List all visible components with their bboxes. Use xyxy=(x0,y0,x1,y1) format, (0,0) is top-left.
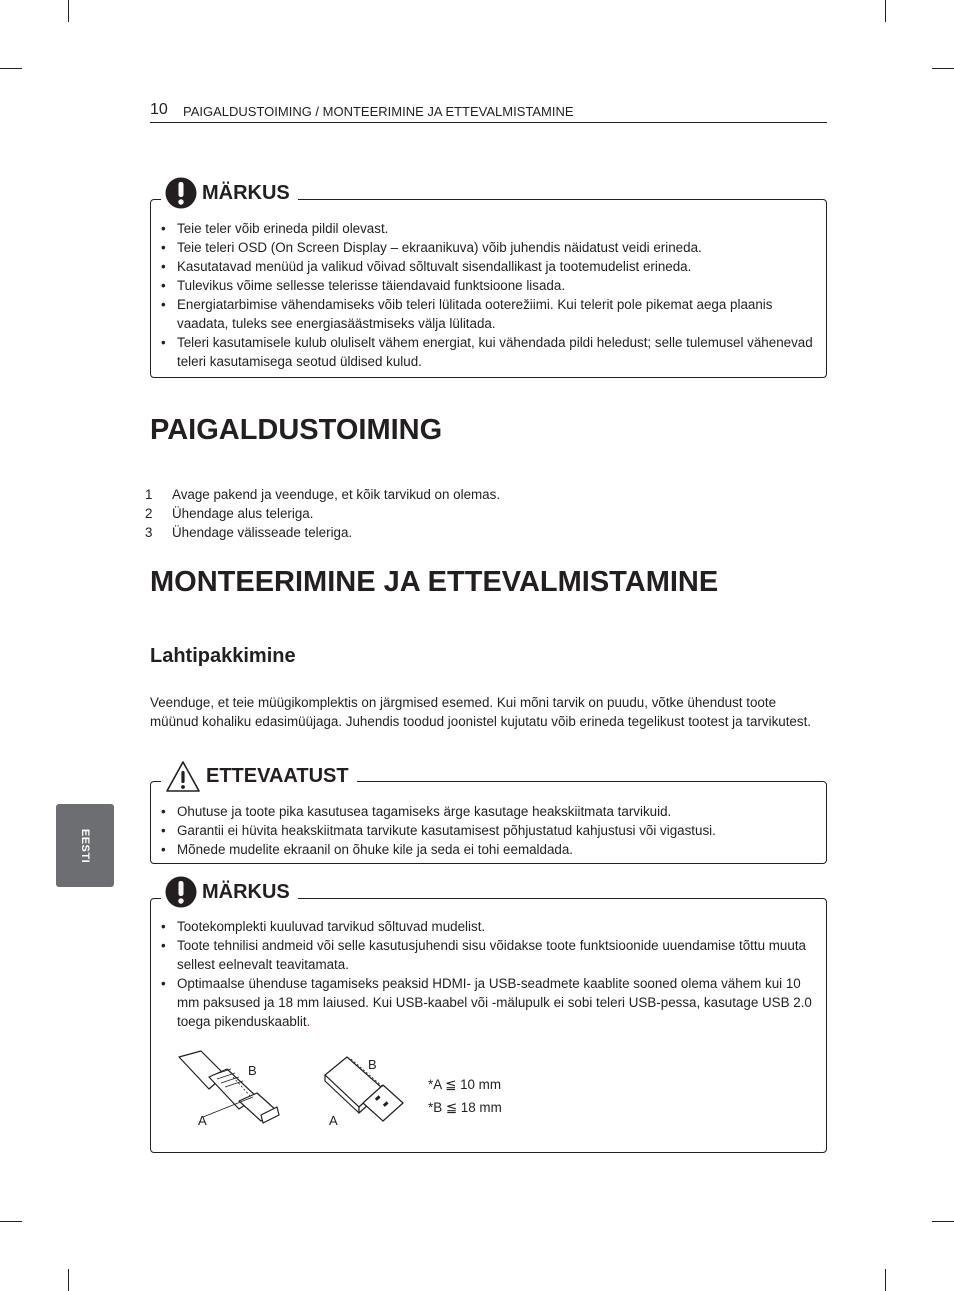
dimension-label-a: A xyxy=(329,1113,338,1128)
list-item: • Energiatarbimise vähendamiseks võib teleri lülitada ooterežiimi. Kui telerit pole pikemat aega plaanis vaadata, tuleks see energiasäästmiseks välja lülitada. xyxy=(161,295,816,333)
crop-mark xyxy=(885,1269,886,1291)
crop-mark xyxy=(0,1221,22,1222)
list-item: • Toote tehnilisi andmeid või selle kasutusjuhendi sisu võidakse toote funktsioonide uuendamise tõttu muuta sellest eelnevalt teavitamata. xyxy=(161,936,816,974)
language-tab xyxy=(56,804,114,887)
red-period: . xyxy=(306,1014,311,1029)
crop-mark xyxy=(68,0,69,22)
step-number: 2 xyxy=(145,506,153,521)
crop-mark xyxy=(932,68,954,69)
crop-mark xyxy=(68,1269,69,1291)
note-list xyxy=(161,219,816,371)
list-item: • Teie teleri OSD (On Screen Display – ekraanikuva) võib juhendis näidatust veidi erineda. xyxy=(161,238,816,257)
list-item xyxy=(145,523,500,542)
caution-label: ETTEVAATUST xyxy=(206,764,349,787)
page-header xyxy=(150,101,827,123)
caution-box-header xyxy=(161,758,357,794)
note-label: MÄRKUS xyxy=(202,181,290,204)
dimension-label-b: B xyxy=(368,1057,377,1072)
section-title: PAIGALDUSTOIMING xyxy=(150,414,443,446)
list-item: • Teie teler võib erineda pildil olevast. xyxy=(161,219,816,238)
list-item: • Tootekomplekti kuuluvad tarvikud sõltuvad mudelist. xyxy=(161,917,816,936)
list-item: • Mõnede mudelite ekraanil on õhuke kile ja seda ei tohi eemaldada. xyxy=(161,840,816,859)
list-item-text: Optimaalse ühenduse tagamiseks peaksid HDMI- ja USB-seadmete kaablite sooned olema vähem kui 10 mm paksused ja 18 mm laiused. Kui USB-kaabel või -mälupulk ei sobi teleri USB-pessa, kasutage USB 2.0 toega pikenduskaablit xyxy=(177,976,812,1029)
page-number: 10 xyxy=(150,101,168,118)
crop-mark xyxy=(932,1221,954,1222)
section-title: MONTEERIMINE JA ETTEVALMISTAMINE xyxy=(150,566,719,598)
language-tab-label: EESTI xyxy=(79,828,91,864)
list-item: • Ohutuse ja toote pika kasutusea tagamiseks ärge kasutage heakskiitmata tarvikuid. xyxy=(161,802,816,821)
intro-paragraph: Veenduge, et teie müügikomplektis on järgmised esemed. Kui mõni tarvik on puudu, võtke ühendust toote müünud kohaliku edasimüüjaga. Juhendis toodud joonistel kujutatu võib erineda tegelikust tootest ja tarvikutest. xyxy=(150,695,812,729)
list-item: • Kasutatavad menüüd ja valikud võivad sõltuvalt sisendallikast ja tootemudelist erineda. xyxy=(161,257,816,276)
list-item: • Tulevikus võime sellesse telerisse täiendavaid funktsioone lisada. xyxy=(161,276,816,295)
hdmi-plug-icon xyxy=(173,1049,285,1131)
crop-mark xyxy=(0,68,22,69)
dimension-specs xyxy=(428,1073,502,1119)
note-label: MÄRKUS xyxy=(202,880,290,903)
caution-list xyxy=(161,802,816,859)
dimension-a: *A ≦ 10 mm xyxy=(428,1077,501,1092)
exclamation-circle-icon xyxy=(165,876,197,908)
crop-mark xyxy=(885,0,886,22)
dimension-label-a: A xyxy=(198,1113,207,1128)
list-item xyxy=(145,504,500,523)
subsection-title: Lahtipakkimine xyxy=(150,645,296,667)
step-number: 1 xyxy=(145,487,153,502)
step-text: Avage pakend ja veenduge, et kõik tarvikud on olemas. xyxy=(172,487,501,502)
list-item xyxy=(145,485,500,504)
note-box-header xyxy=(161,175,298,211)
list-item: • Teleri kasutamisele kulub oluliselt vähem energiat, kui vähendada pildi heledust; selle tulemusel vähenevad teleri kasutamisega seotud üldised kulud. xyxy=(161,333,816,371)
list-item xyxy=(161,974,816,1031)
step-number: 3 xyxy=(145,525,153,540)
warning-triangle-icon xyxy=(165,760,201,793)
note-list xyxy=(161,917,816,1031)
exclamation-circle-icon xyxy=(165,177,197,209)
note-box xyxy=(150,181,827,378)
dimension-label-b: B xyxy=(248,1063,257,1078)
steps-list xyxy=(145,485,500,542)
caution-box xyxy=(150,764,827,864)
list-item: • Garantii ei hüvita heakskiitmata tarvikute kasutamisest põhjustatud kahjustusi või vigastusi. xyxy=(161,821,816,840)
header-title: PAIGALDUSTOIMING / MONTEERIMINE JA ETTEVALMISTAMINE xyxy=(183,104,574,119)
step-text: Ühendage välisseade teleriga. xyxy=(172,525,353,540)
dimension-b: *B ≦ 18 mm xyxy=(428,1100,502,1115)
step-text: Ühendage alus teleriga. xyxy=(172,506,314,521)
note-box-header xyxy=(161,874,298,910)
